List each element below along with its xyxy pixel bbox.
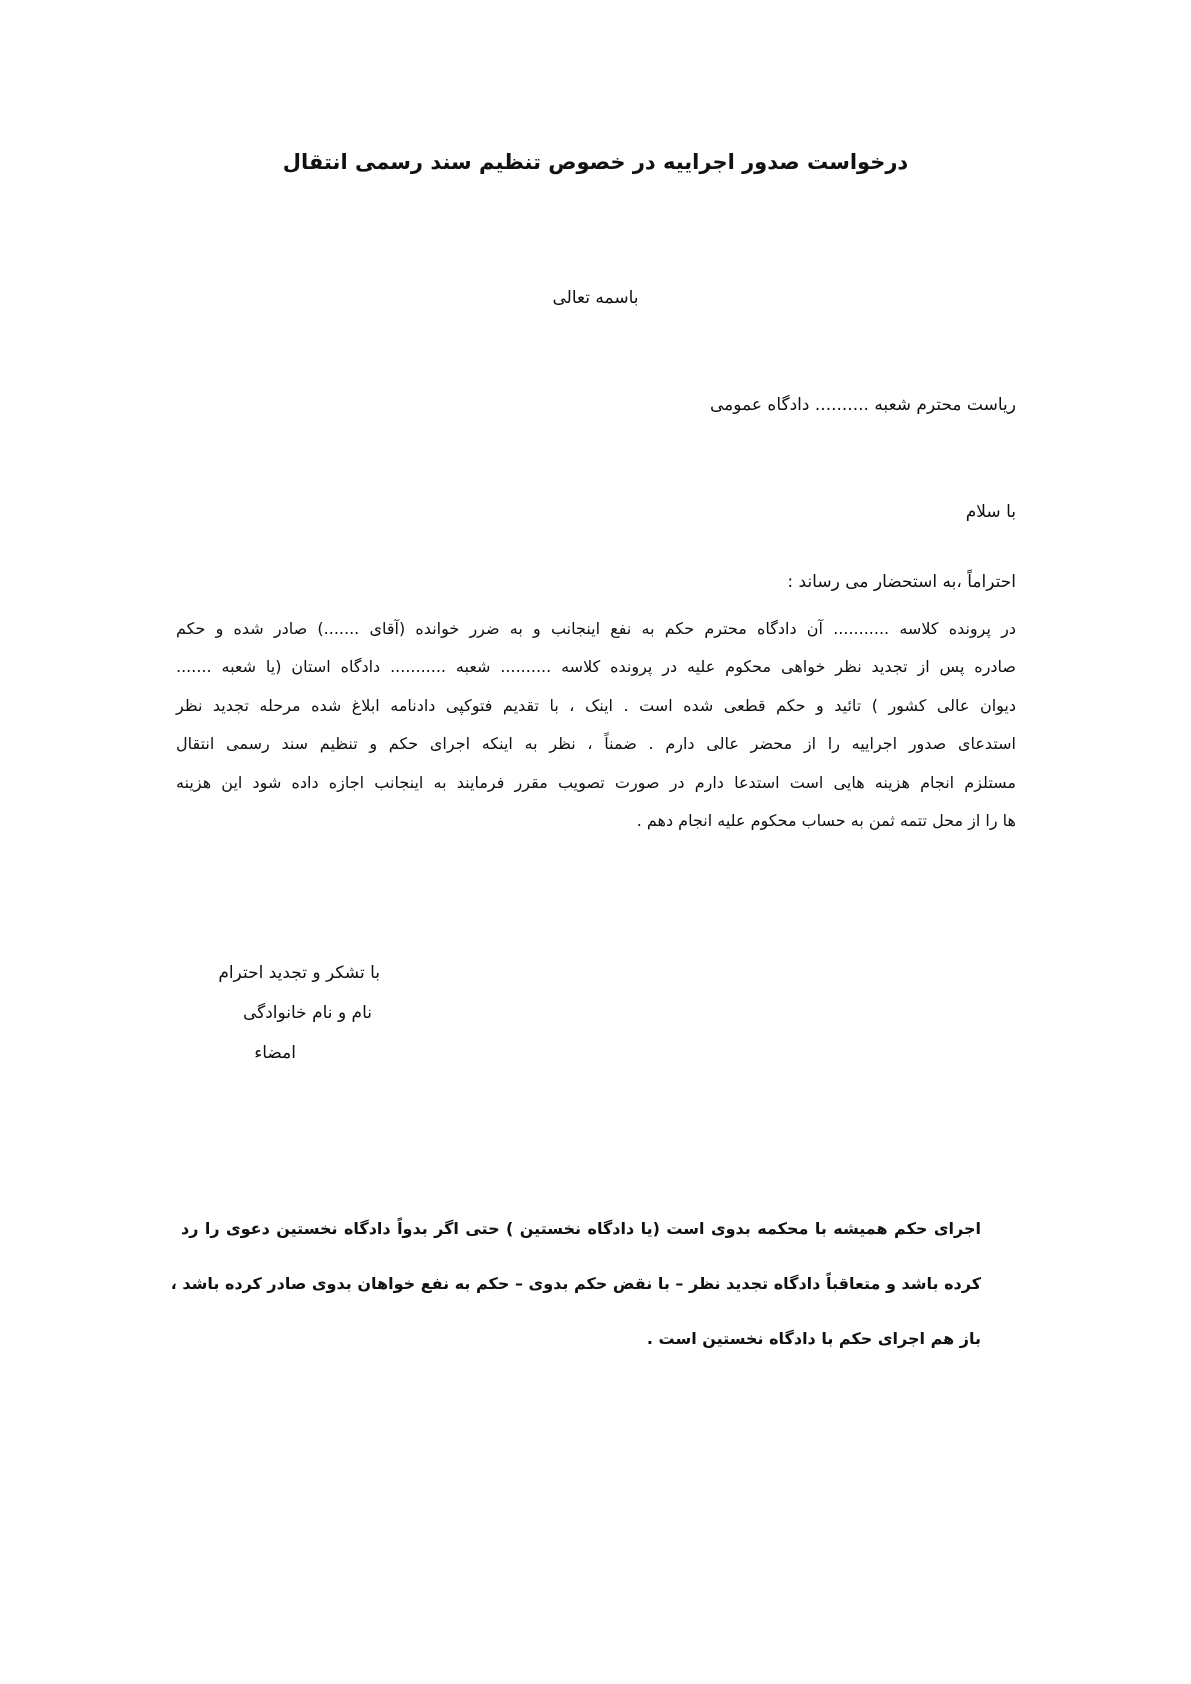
body-line: مستلزم انجام هزینه هایی است استدعا دارم در صورت تصویب مقرر فرمایند به اینجانب اجازه داده شود این هزینه <box>176 772 1016 792</box>
body-line: دیوان عالی کشور ) تائید و حکم قطعی شده است . اینک ، با تقدیم فتوکپی دادنامه ابلاغ شده مرحله تجدید نظر <box>176 695 1016 715</box>
legal-note <box>170 1201 981 1366</box>
body-line: در پرونده کلاسه ........... آن دادگاه محترم حکم به نفع اینجانب و به ضرر خوانده (آقای .......) صادر شده و حکم <box>176 619 1016 638</box>
greeting-line: با سلام <box>965 502 1016 522</box>
page-title: درخواست صدور اجراییه در خصوص تنظیم سند رسمی انتقال <box>282 150 909 174</box>
body-line: استدعای صدور اجراییه را از محضر عالی دارم . ضمناً ، نظر به اینکه اجرای حکم و تنظیم سند رسمی انتقال <box>176 734 1016 754</box>
intro-line: احتراماً ،به استحضار می رساند : <box>787 572 1016 592</box>
addressee-line: ریاست محترم شعبه .......... دادگاه عمومی <box>710 395 1016 415</box>
bismillah-heading: باسمه تعالی <box>552 288 639 308</box>
note-line: باز هم اجرای حکم با دادگاه نخستین است . <box>646 1329 981 1348</box>
note-line: کرده باشد و متعاقباً دادگاه تجدید نظر – با نقض حکم بدوی – حکم به نفع خواهان بدوی صادر کرده باشد ، <box>170 1274 981 1293</box>
body-line: صادره پس از تجدید نظر خواهی محکوم علیه در پرونده کلاسه .......... شعبه ........... دادگاه استان (یا شعبه ....... <box>176 657 1016 677</box>
signature-block <box>180 953 380 1073</box>
signature-line: امضاء <box>254 1043 296 1063</box>
note-line: اجرای حکم همیشه با محکمه بدوی است (یا دادگاه نخستین ) حتی اگر بدواً دادگاه نخستین دعوی را رد <box>181 1219 981 1238</box>
name-line: نام و نام خانوادگی <box>242 1003 372 1023</box>
body-line: ها را از محل تتمه ثمن به حساب محکوم علیه انجام دهم . <box>636 811 1016 831</box>
closing-line: با تشکر و تجدید احترام <box>218 963 380 983</box>
body-paragraph <box>176 610 1016 840</box>
